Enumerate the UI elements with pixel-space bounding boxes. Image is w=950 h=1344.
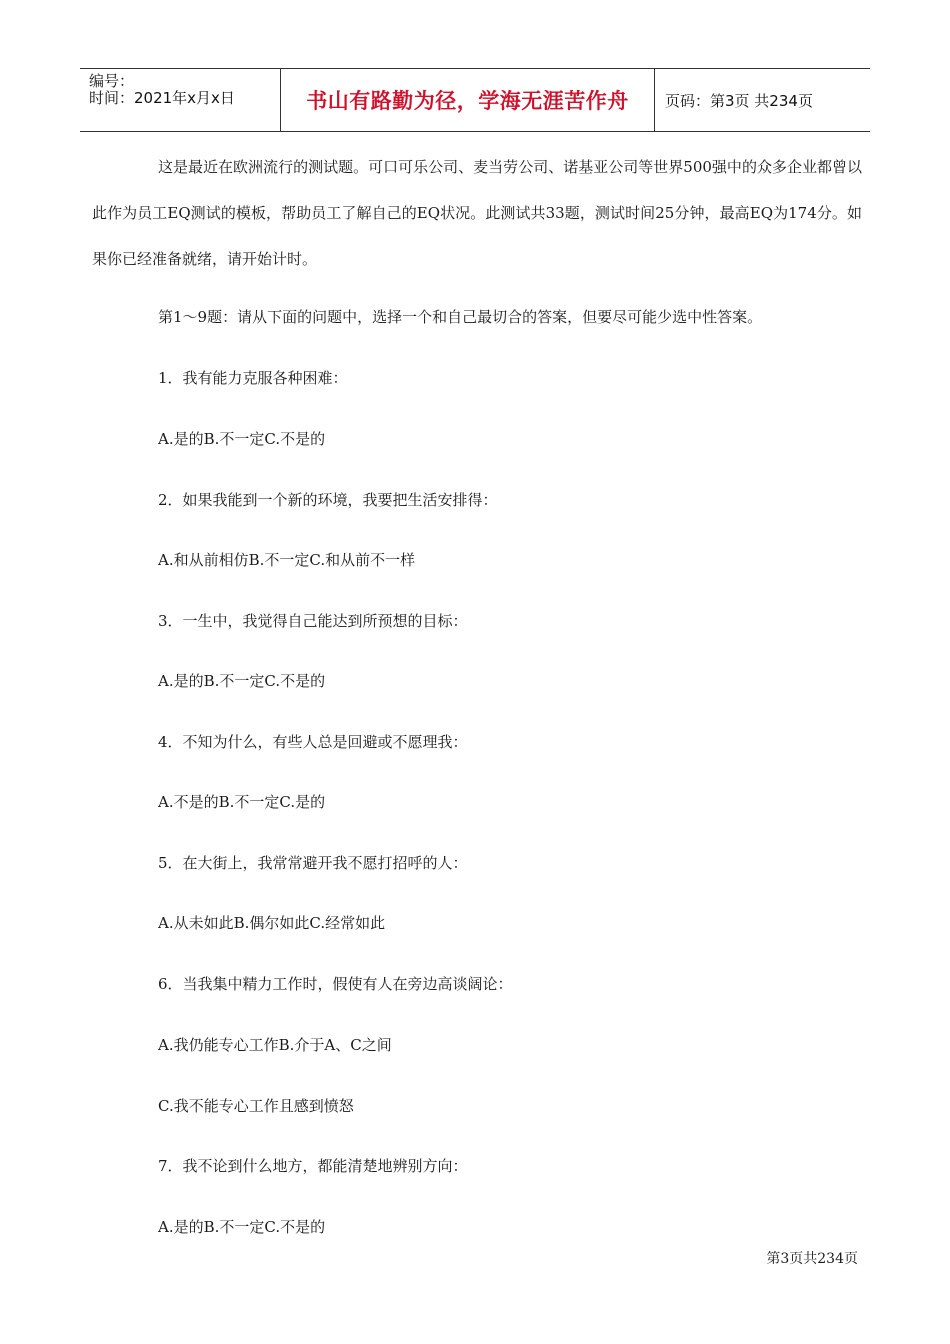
question-1: 1．我有能力克服各种困难： bbox=[158, 369, 348, 387]
question-3: 3．一生中，我觉得自己能达到所预想的目标： bbox=[158, 612, 468, 630]
answer-4: A.不是的B.不一定C.是的 bbox=[158, 793, 326, 811]
question-6: 6．当我集中精力工作时，假使有人在旁边高谈阔论： bbox=[158, 975, 513, 993]
question-4: 4．不知为什么，有些人总是回避或不愿理我： bbox=[158, 733, 468, 751]
answer-2: A.和从前相仿B.不一定C.和从前不一样 bbox=[158, 551, 416, 569]
code-label: 编号： bbox=[89, 72, 135, 90]
time-label: 时间：2021年x月x日 bbox=[89, 89, 235, 107]
header-page-info: 页码：第3页 共234页 bbox=[665, 91, 813, 110]
section-instruction: 第1～9题：请从下面的问题中，选择一个和自己最切合的答案，但要尽可能少选中性答案。 bbox=[158, 308, 763, 326]
answer-7: A.是的B.不一定C.不是的 bbox=[158, 1218, 326, 1236]
page-footer: 第3页共234页 bbox=[766, 1251, 858, 1267]
question-5: 5．在大街上，我常常避开我不愿打招呼的人： bbox=[158, 854, 468, 872]
page-header bbox=[80, 68, 870, 132]
question-7: 7．我不论到什么地方，都能清楚地辨别方向： bbox=[158, 1157, 468, 1175]
answer-3: A.是的B.不一定C.不是的 bbox=[158, 672, 326, 690]
answer-5: A.从未如此B.偶尔如此C.经常如此 bbox=[158, 914, 386, 932]
document-body bbox=[92, 144, 862, 282]
header-motto: 书山有路勤为径，学海无涯苦作舟 bbox=[281, 69, 655, 131]
answer-6a: A.我仍能专心工作B.介于A、C之间 bbox=[158, 1036, 392, 1054]
intro-paragraph: 这是最近在欧洲流行的测试题。可口可乐公司、麦当劳公司、诺基亚公司等世界500强中的众多企业都曾以此作为员工EQ测试的模板，帮助员工了解自己的EQ状况。此测试共33题，测试时间25分钟，最高EQ为174分。如果你已经准备就绪，请开始计时。 bbox=[92, 158, 862, 268]
answer-1: A.是的B.不一定C.不是的 bbox=[158, 430, 326, 448]
header-meta bbox=[80, 69, 281, 131]
question-2: 2．如果我能到一个新的环境，我要把生活安排得： bbox=[158, 491, 498, 509]
answer-6b: C.我不能专心工作且感到愤怒 bbox=[158, 1097, 354, 1115]
